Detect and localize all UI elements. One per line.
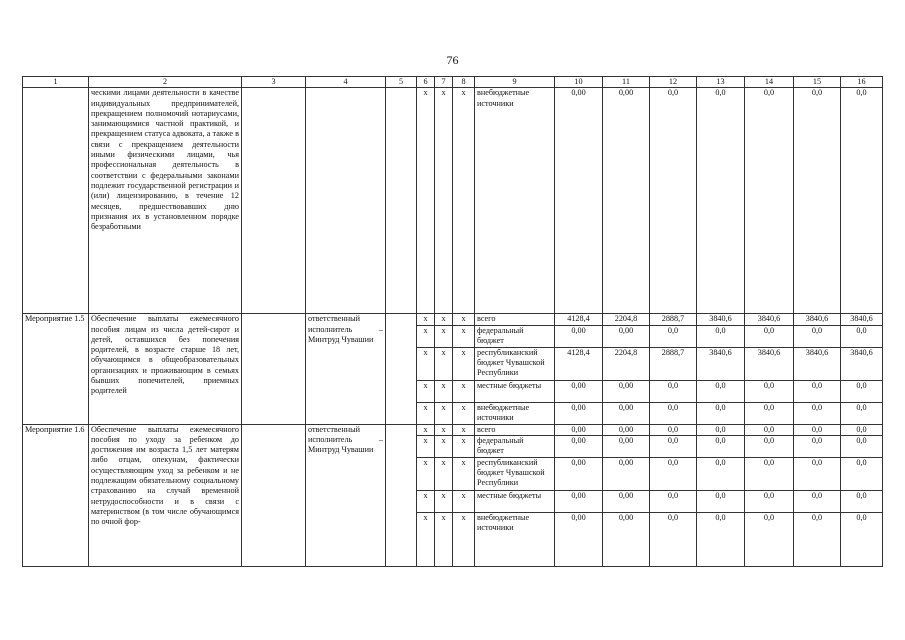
responsible-executor: ответственный исполнитель – Минтруд Чувашии (306, 424, 386, 566)
amount-cell: 0,00 (555, 457, 603, 490)
amount-cell: 3840,6 (794, 314, 841, 325)
x-mark: x (435, 325, 453, 347)
funding-source: внебюджетные источники (475, 88, 555, 314)
amount-cell: 0,0 (794, 512, 841, 566)
amount-cell: 3840,6 (697, 314, 745, 325)
amount-cell: 3840,6 (745, 314, 794, 325)
amount-cell: 3840,6 (697, 347, 745, 380)
amount-cell: 0,00 (555, 325, 603, 347)
amount-cell: 2204,8 (603, 347, 650, 380)
amount-cell: 0,00 (603, 435, 650, 457)
column-header: 11 (603, 77, 650, 88)
x-mark: x (417, 435, 435, 457)
amount-cell: 0,00 (603, 512, 650, 566)
amount-cell: 0,0 (697, 424, 745, 435)
amount-cell: 0,0 (697, 402, 745, 424)
x-mark: x (435, 490, 453, 512)
x-mark: x (453, 88, 475, 314)
amount-cell: 0,0 (841, 457, 883, 490)
x-mark: x (435, 88, 453, 314)
amount-cell: 0,0 (841, 402, 883, 424)
amount-cell: 0,0 (650, 424, 697, 435)
amount-cell: 0,0 (745, 325, 794, 347)
x-mark: x (435, 380, 453, 402)
column-header: 10 (555, 77, 603, 88)
amount-cell: 2888,7 (650, 347, 697, 380)
amount-cell: 0,0 (794, 490, 841, 512)
x-mark: x (417, 325, 435, 347)
amount-cell: 0,0 (745, 490, 794, 512)
amount-cell: 0,0 (745, 435, 794, 457)
x-mark: x (417, 457, 435, 490)
funding-source: республиканский бюджет Чувашской Республики (475, 347, 555, 380)
amount-cell: 0,0 (794, 380, 841, 402)
amount-cell: 0,0 (841, 380, 883, 402)
amount-cell: 0,0 (794, 457, 841, 490)
amount-cell: 2204,8 (603, 314, 650, 325)
measure-label: Мероприятие 1.5 (23, 314, 89, 424)
measure-label: Мероприятие 1.6 (23, 424, 89, 566)
x-mark: x (417, 347, 435, 380)
amount-cell: 4128,4 (555, 314, 603, 325)
funding-source: федеральный бюджет (475, 435, 555, 457)
measure-description: Обеспечение выплаты ежемесячного пособия по уходу за ребенком до достижения им возраста 1,5 лет матерям либо отцам, опекунам, фактически осуществляющим уход за ребенком и не подлежащим обязательному социальному страхованию на случай временной нетрудоспособности и в связи с материнством (в том числе обучающимся по очной фор- (89, 424, 242, 566)
column-header: 13 (697, 77, 745, 88)
x-mark: x (453, 424, 475, 435)
table-row (23, 88, 883, 314)
x-mark: x (417, 512, 435, 566)
amount-cell: 0,00 (603, 490, 650, 512)
amount-cell: 0,00 (555, 490, 603, 512)
funding-source: местные бюджеты (475, 380, 555, 402)
column-header: 9 (475, 77, 555, 88)
amount-cell: 0,0 (650, 490, 697, 512)
amount-cell: 0,0 (745, 88, 794, 314)
table-row (23, 424, 883, 435)
amount-cell: 0,0 (745, 402, 794, 424)
column-header: 4 (306, 77, 386, 88)
amount-cell: 0,0 (841, 325, 883, 347)
x-mark: x (417, 490, 435, 512)
responsible-executor: ответственный исполнитель – Минтруд Чувашии (306, 314, 386, 424)
amount-cell: 0,00 (603, 380, 650, 402)
x-mark: x (417, 380, 435, 402)
amount-cell: 0,0 (697, 490, 745, 512)
amount-cell: 0,00 (555, 402, 603, 424)
x-mark: x (435, 512, 453, 566)
amount-cell: 0,0 (745, 380, 794, 402)
x-mark: x (453, 435, 475, 457)
measure-description: Обеспечение выплаты ежемесячного пособия лицам из числа детей-сирот и детей, оставшихся без попечения родителей, в возрасте старше 18 лет, обучающимся в общеобразовательных организациях и проживающим в семьях бывших попечителей, приемных родителей (89, 314, 242, 424)
x-mark: x (453, 457, 475, 490)
amount-cell: 0,00 (555, 424, 603, 435)
amount-cell: 0,0 (697, 380, 745, 402)
column-header: 14 (745, 77, 794, 88)
funding-source: всего (475, 314, 555, 325)
amount-cell: 0,0 (794, 325, 841, 347)
amount-cell: 0,0 (650, 325, 697, 347)
amount-cell: 0,0 (841, 88, 883, 314)
amount-cell: 0,0 (745, 424, 794, 435)
x-mark: x (435, 314, 453, 325)
amount-cell: 2888,7 (650, 314, 697, 325)
amount-cell: 0,0 (697, 88, 745, 314)
amount-cell: 0,00 (603, 424, 650, 435)
x-mark: x (453, 490, 475, 512)
amount-cell: 0,00 (555, 88, 603, 314)
amount-cell: 0,0 (794, 402, 841, 424)
column-header: 2 (89, 77, 242, 88)
column-header: 3 (242, 77, 306, 88)
column-header: 7 (435, 77, 453, 88)
column-header: 8 (453, 77, 475, 88)
x-mark: x (453, 512, 475, 566)
amount-cell: 0,0 (841, 490, 883, 512)
column-header: 16 (841, 77, 883, 88)
x-mark: x (417, 402, 435, 424)
column-header: 12 (650, 77, 697, 88)
amount-cell: 0,00 (555, 512, 603, 566)
x-mark: x (417, 314, 435, 325)
amount-cell: 0,0 (745, 512, 794, 566)
amount-cell: 0,00 (603, 402, 650, 424)
x-mark: x (435, 424, 453, 435)
funding-source: местные бюджеты (475, 490, 555, 512)
funding-source: республиканский бюджет Чувашской Республики (475, 457, 555, 490)
x-mark: x (453, 402, 475, 424)
amount-cell: 0,0 (697, 457, 745, 490)
x-mark: x (453, 380, 475, 402)
funding-source: внебюджетные источники (475, 402, 555, 424)
amount-cell: 3840,6 (794, 347, 841, 380)
amount-cell: 0,0 (650, 380, 697, 402)
amount-cell: 0,0 (841, 512, 883, 566)
x-mark: x (453, 314, 475, 325)
amount-cell: 3840,6 (745, 347, 794, 380)
amount-cell: 0,00 (603, 325, 650, 347)
x-mark: x (453, 347, 475, 380)
x-mark: x (453, 325, 475, 347)
funding-source: всего (475, 424, 555, 435)
measure-description: ческими лицами деятельности в качестве индивидуальных предпринимателей, прекращением полномочий нотариусами, занимающимися частной практикой, и прекращением статуса адвоката, а также в связи с прекращением деятельности иными физическими лицами, чья профессиональная деятельность в соответствии с федеральными законами подлежит государственной регистрации и (или) лицензированию, в течение 12 месяцев, предшествовавших дню признания их в установленном порядке безработными (89, 88, 242, 314)
funding-source: внебюджетные источники (475, 512, 555, 566)
column-header: 6 (417, 77, 435, 88)
x-mark: x (435, 347, 453, 380)
amount-cell: 0,0 (697, 325, 745, 347)
x-mark: x (435, 457, 453, 490)
table-row (23, 314, 883, 325)
amount-cell: 0,0 (794, 424, 841, 435)
amount-cell: 0,00 (555, 435, 603, 457)
x-mark: x (417, 424, 435, 435)
x-mark: x (435, 435, 453, 457)
amount-cell: 0,00 (603, 457, 650, 490)
column-header: 1 (23, 77, 89, 88)
amount-cell: 0,00 (603, 88, 650, 314)
amount-cell: 0,0 (794, 435, 841, 457)
funding-source: федеральный бюджет (475, 325, 555, 347)
column-header: 5 (386, 77, 417, 88)
amount-cell: 3840,6 (841, 314, 883, 325)
amount-cell: 0,0 (794, 88, 841, 314)
amount-cell: 0,0 (650, 402, 697, 424)
amount-cell: 0,0 (745, 457, 794, 490)
amount-cell: 4128,4 (555, 347, 603, 380)
x-mark: x (435, 402, 453, 424)
amount-cell: 0,0 (650, 512, 697, 566)
page-number: 76 (446, 53, 459, 67)
amount-cell: 0,0 (841, 424, 883, 435)
budget-table (22, 76, 883, 567)
amount-cell: 3840,6 (841, 347, 883, 380)
amount-cell: 0,0 (841, 435, 883, 457)
amount-cell: 0,00 (555, 380, 603, 402)
amount-cell: 0,0 (697, 435, 745, 457)
column-header: 15 (794, 77, 841, 88)
amount-cell: 0,0 (650, 457, 697, 490)
header-row (23, 77, 883, 88)
amount-cell: 0,0 (697, 512, 745, 566)
amount-cell: 0,0 (650, 88, 697, 314)
amount-cell: 0,0 (650, 435, 697, 457)
x-mark: x (417, 88, 435, 314)
